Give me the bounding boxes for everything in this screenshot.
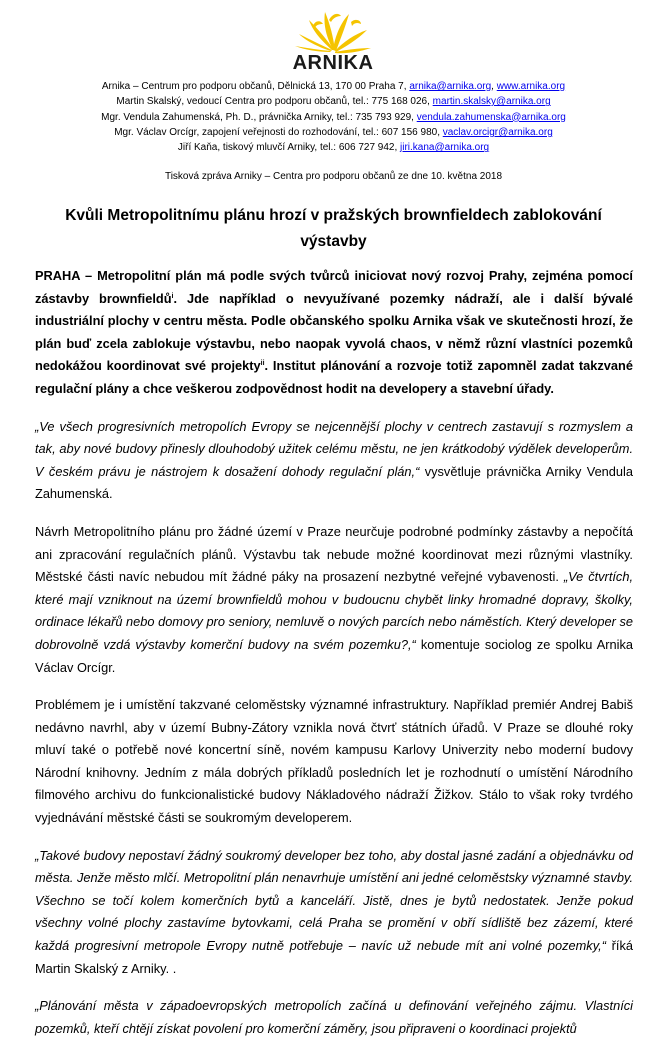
contact-line <box>20 94 647 109</box>
flower-icon <box>283 8 383 58</box>
attribution: komentuje sociolog ze spolku Arnika Václav Orcígr. <box>35 636 633 675</box>
footnote-ref[interactable]: ii <box>260 360 265 368</box>
contact-line <box>20 140 647 155</box>
paragraph-text: Návrh Metropolitního plánu pro žádné území v Praze neurčuje podrobné podmínky zástavby a nepočítá ani zpracování regulačních plánů. Výstavbu tak nebude možné koordinovat mezi různými vlastníky. Městské části navíc nebudou mít žádné páky na prosazení nezbytné veřejné vybavenosti. <box>35 523 633 585</box>
paragraph <box>35 521 633 679</box>
quote: „Plánování města v západoevropských metropolích začíná u definování veřejného zájmu. Vlastníci pozemků, kteří chtějí získat povolení pro komerční záměry, jsou připraveni o koordinaci projektů <box>35 998 633 1036</box>
article-title: Kvůli Metropolitnímu plánu hrozí v pražských brownfieldech zablokování výstavby <box>65 207 602 250</box>
lead-text: . Institut plánování a rozvoje totiž zapomněl zadat takzvané regulační plány a chce veškerou zodpovědnost hodit na developery a stavební úřady. <box>35 358 633 396</box>
press-release-date: Tisková zpráva Arniky – Centra pro podporu občanů ze dne 10. května 2018 <box>164 171 503 182</box>
attribution: říká Martin Skalský z Arniky. . <box>35 938 633 976</box>
email-link[interactable]: vaclav.orcigr@arnika.org <box>442 126 553 138</box>
separator: , <box>491 81 497 92</box>
lead-paragraph <box>35 265 633 401</box>
email-link[interactable]: vendula.zahumenska@arnika.org <box>416 111 566 123</box>
email-link[interactable]: martin.skalsky@arnika.org <box>432 96 551 108</box>
quote: „Ve všech progresivních metropolích Evropy se nejcennější plochy v centrech zastavují s rozmyslem a tak, aby nové budovy přinesly dlouhodobý užitek celému městu, ne jen krátkodobý výdělek developerům. V českém právu je nástrojem k dosažení dohody regulační plán,“ <box>35 418 633 479</box>
footnote-ref[interactable]: i <box>171 292 174 300</box>
attribution: vysvětluje právnička Arniky Vendula Zahumenská. <box>35 463 633 502</box>
paragraph <box>35 845 633 981</box>
contact-line <box>20 125 647 140</box>
paragraph: Problémem je i umístění takzvané celoměstsky významné infrastruktury. Například premiér Andrej Babiš nedávno navrhl, aby v území Bubny-Zátory vznikla nová čtvrť státních úřadů. V Praze se dlouhé roky mluví také o potřebě nové koncertní síně, novém kampusu Karlovy Univerzity nebo moderní budovy Národní knihovny. Jedním z mála dobrých příkladů posledních let je rozhodnutí o umístění Národního filmového archivu do funkcionalistické budovy Nákladového nádraží Žižkov. Stálo to však roky tvrdého vyjednávání městské části se soukromým developerem. <box>35 697 633 826</box>
paragraph <box>35 416 633 506</box>
contact-text: Martin Skalský, vedoucí Centra pro podporu občanů, tel.: 775 168 026, <box>116 96 433 108</box>
paragraph <box>35 995 633 1040</box>
contact-text: Mgr. Vendula Zahumenská, Ph. D., právnička Arniky, tel.: 735 793 929, <box>101 111 417 123</box>
contact-line <box>20 110 647 125</box>
email-link[interactable]: jiri.kana@arnika.org <box>400 142 490 154</box>
lead-text: PRAHA – Metropolitní plán má podle svých tvůrců iniciovat nový rozvoj Prahy, zejména pomocí zástavby brownfieldů <box>35 268 633 306</box>
contact-line <box>20 79 647 94</box>
contact-text: Jiří Kaňa, tiskový mluvčí Arniky, tel.: 606 727 942, <box>177 142 401 154</box>
contact-text: Mgr. Václav Orcígr, zapojení veřejnosti do rozhodování, tel.: 607 156 980, <box>114 126 443 138</box>
email-link[interactable]: arnika@arnika.org <box>409 81 492 92</box>
quote: „Takové budovy nepostaví žádný soukromý developer bez toho, aby dostal jasné zadání a objednávku od města. Jenže město mlčí. Metropolitní plán nenavrhuje umístění ani jedné celoměstsky významné stavby. Všechno se točí kolem komerčních bytů a kanceláří. Jistě, dnes je bytů nedostatek. Jenže pokud všechny volné plochy zastavíme bytovkami, celá Praha se promění v obří sídliště bez zázemí, které každá progresivní metropole Evropy nutně potřebuje – navíc už nebude mít ani volné pozemky,“ <box>35 847 633 954</box>
website-link[interactable]: www.arnika.org <box>496 81 566 92</box>
contact-text: Arnika – Centrum pro podporu občanů, Dělnická 13, 170 00 Praha 7, <box>101 81 410 92</box>
quote: „Ve čtvrtích, které mají vzniknout na území brownfieldů mohou v budoucnu chybět linky hromadné dopravy, školky, ordinace lékařů nebo domovy pro seniory, nemluvě o nových parcích nebo náměstích. Který developer se dobrovolně vzdá výstavby komerční budovy na svém pozemku?,“ <box>35 569 634 652</box>
article-body <box>35 265 633 1055</box>
logo-text: ARNIKA <box>292 52 374 74</box>
contact-block <box>20 79 647 155</box>
lead-text: . Jde například o nevyužívané pozemky nádraží, ale i další bývalé industriální plochy v centru města. Podle občanského spolku Arnika však ve skutečnosti hrozí, že plán buď zcela zablokuje výstavbu, nebo naopak vyvolá chaos, v němž různí vlastníci pozemků nedokážou koordinovat své projekty <box>35 290 633 374</box>
arnika-logo <box>283 8 383 72</box>
